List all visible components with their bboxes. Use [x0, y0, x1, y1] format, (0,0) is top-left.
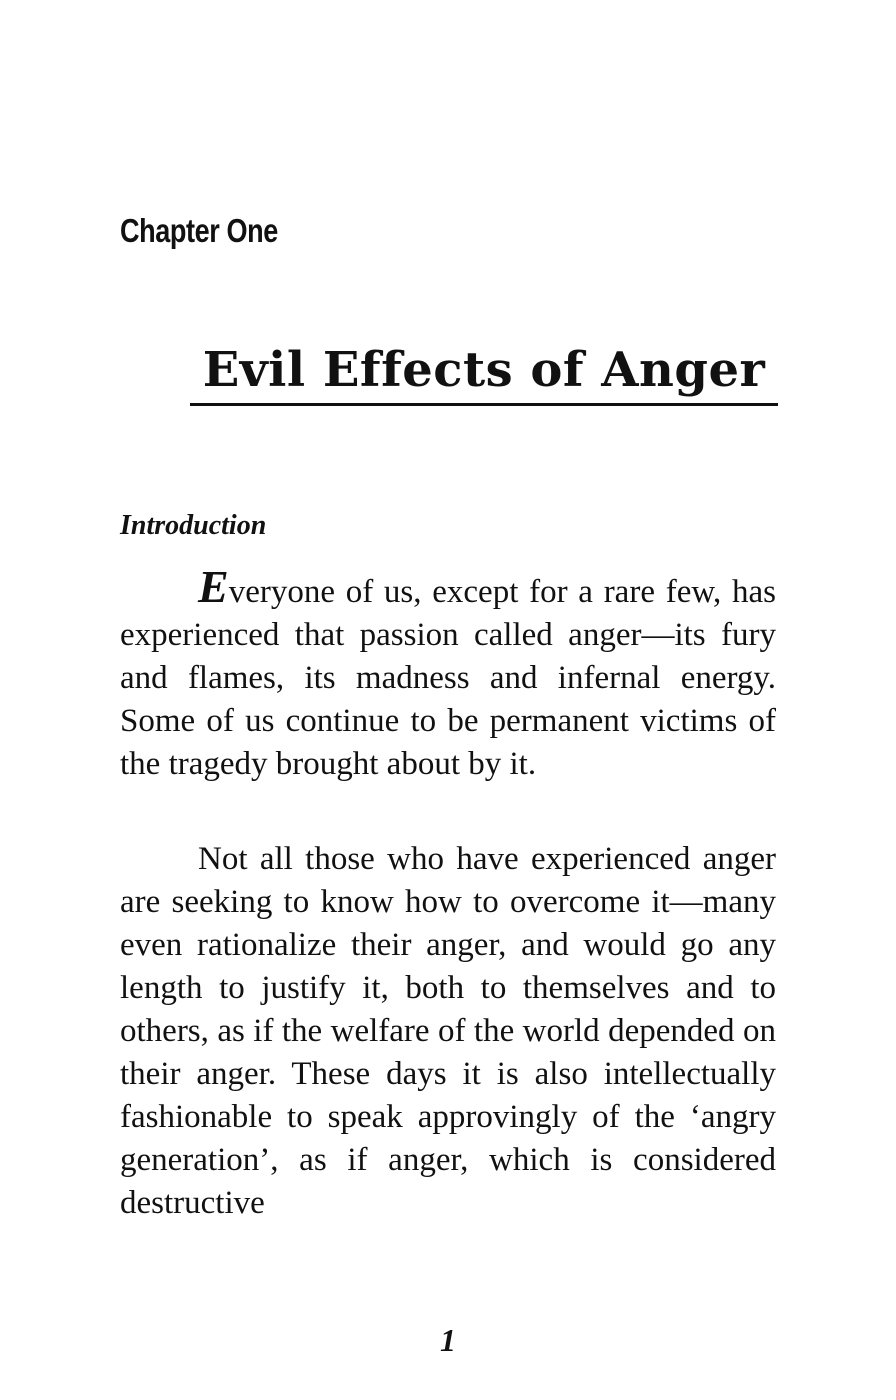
title-underline: [190, 403, 778, 406]
section-heading: Introduction: [120, 510, 267, 541]
chapter-title: Evil Effects of Anger: [202, 342, 766, 398]
paragraph-1-text: veryone of us, except for a rare few, has experienced that passion called anger—its fury and flames, its madness and infernal energy. Some of us continue to be permanent victims of the tragedy brought about by it.: [120, 574, 776, 782]
chapter-label: Chapter One: [120, 212, 278, 249]
drop-initial: E: [198, 561, 229, 612]
page-number: 1: [440, 1322, 456, 1358]
paragraph-1: [120, 561, 776, 786]
paragraph-2: Not all those who have experienced anger are seeking to know how to overcome it—many even rationalize their anger, and would go any length to justify it, both to themselves and to others, as if the welfare of the world depended on their anger. These days it is also intellectually fashionable to speak approvingly of the ‘angry generation’, as if anger, which is considered destructive: [120, 841, 776, 1221]
